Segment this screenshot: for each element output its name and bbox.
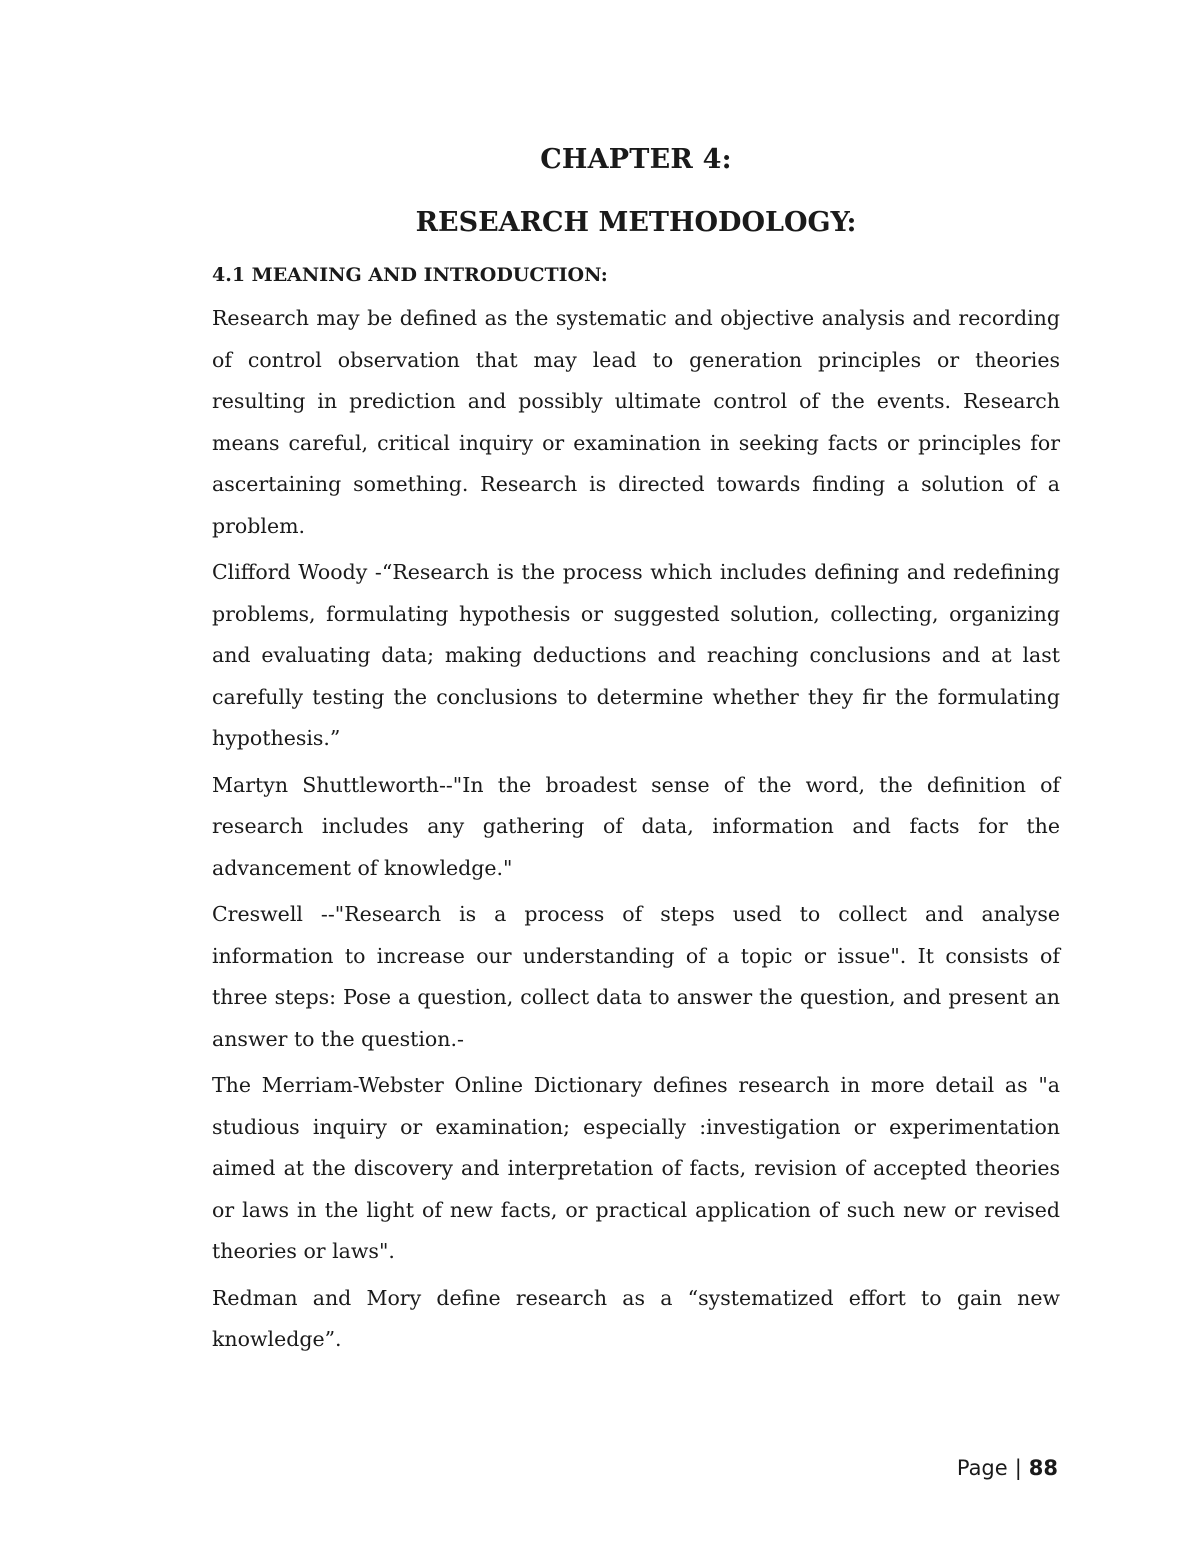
paragraph-creswell: Creswell --"Research is a process of steps used to collect and analyse information to increase our understanding of a topic or issue". It consists of three steps: Pose a question, collect data to answer the question, and present an answer to the question.- bbox=[212, 902, 1060, 1051]
page-label: Page bbox=[956, 1456, 1008, 1480]
paragraph-research-definition: Research may be defined as the systematic and objective analysis and recording of control observation that may lead to generation principles or theories resulting in prediction and possibly ultimate control of the events. Research means careful, critical inquiry or examination in seeking facts or principles for ascertaining something. Research is directed towards finding a solution of a problem. bbox=[212, 306, 1060, 538]
section-heading: 4.1 MEANING AND INTRODUCTION: bbox=[212, 264, 608, 286]
page-footer bbox=[957, 1453, 1058, 1483]
page-number: 88 bbox=[1028, 1456, 1058, 1480]
paragraph-clifford-woody: Clifford Woody -“Research is the process which includes defining and redefining problems, formulating hypothesis or suggested solution, collecting, organizing and evaluating data; making deductions and reaching conclusions and at last carefully testing the conclusions to determine whether they fir the formulating hypothesis.” bbox=[212, 560, 1060, 750]
paragraph-martyn-shuttleworth: Martyn Shuttleworth--"In the broadest sense of the word, the definition of research includes any gathering of data, information and facts for the advancement of knowledge." bbox=[212, 772, 1060, 880]
chapter-title: CHAPTER 4: bbox=[540, 144, 732, 175]
chapter-subtitle: RESEARCH METHODOLOGY: bbox=[415, 207, 857, 238]
document-page bbox=[212, 140, 1060, 1361]
paragraph-redman-mory: Redman and Mory define research as a “systematized effort to gain new knowledge”. bbox=[212, 1285, 1060, 1351]
paragraph-merriam-webster: The Merriam-Webster Online Dictionary defines research in more detail as "a studious inquiry or examination; especially :investigation or experimentation aimed at the discovery and interpretation of facts, revision of accepted theories or laws in the light of new facts, or practical application of such new or revised theories or laws". bbox=[212, 1073, 1060, 1263]
page-separator: | bbox=[1014, 1456, 1022, 1480]
